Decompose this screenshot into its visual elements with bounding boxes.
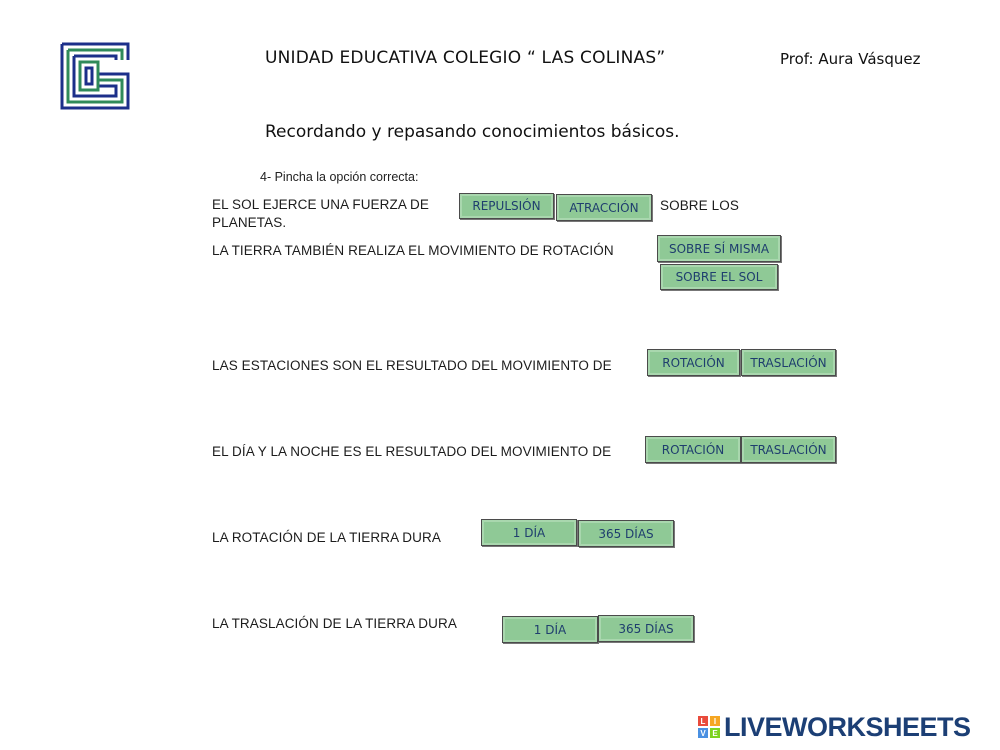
q5-option-365-dias-button[interactable]: 365 DÍAS bbox=[578, 520, 674, 547]
teacher-name: Prof: Aura Vásquez bbox=[780, 50, 921, 68]
q1-option-atraccion-button[interactable]: ATRACCIÓN bbox=[556, 194, 652, 221]
instruction-text: 4- Pincha la opción correcta: bbox=[260, 170, 419, 184]
q4-option-traslacion-button[interactable]: TRASLACIÓN bbox=[741, 436, 836, 463]
liveworksheets-logo-icon: L I V E bbox=[698, 716, 720, 740]
school-name: UNIDAD EDUCATIVA COLEGIO “ LAS COLINAS” bbox=[265, 48, 666, 68]
liveworksheets-brand: LIVEWORKSHEETS bbox=[724, 712, 971, 742]
question-1-text-line2: PLANETAS. bbox=[212, 215, 287, 230]
question-4-text: EL DÍA Y LA NOCHE ES EL RESULTADO DEL MOVIMIENTO DE bbox=[212, 444, 612, 459]
question-1-text-after: SOBRE LOS bbox=[660, 198, 739, 213]
question-1-text: EL SOL EJERCE UNA FUERZA DE bbox=[212, 197, 430, 212]
q5-option-1-dia-button[interactable]: 1 DÍA bbox=[481, 519, 577, 546]
q6-option-1-dia-button[interactable]: 1 DÍA bbox=[502, 616, 598, 643]
q3-option-traslacion-button[interactable]: TRASLACIÓN bbox=[741, 349, 836, 376]
q4-option-rotacion-button[interactable]: ROTACIÓN bbox=[645, 436, 741, 463]
q2-option-sobre-si-misma-button[interactable]: SOBRE SÍ MISMA bbox=[657, 235, 781, 262]
q3-option-rotacion-button[interactable]: ROTACIÓN bbox=[647, 349, 740, 376]
q2-option-sobre-el-sol-button[interactable]: SOBRE EL SOL bbox=[660, 264, 778, 290]
school-logo-icon bbox=[58, 40, 132, 112]
question-5-text: LA ROTACIÓN DE LA TIERRA DURA bbox=[212, 530, 441, 545]
question-6-text: LA TRASLACIÓN DE LA TIERRA DURA bbox=[212, 616, 457, 631]
page-subtitle: Recordando y repasando conocimientos básicos. bbox=[265, 122, 680, 142]
question-3-text: LAS ESTACIONES SON EL RESULTADO DEL MOVIMIENTO DE bbox=[212, 358, 612, 373]
q6-option-365-dias-button[interactable]: 365 DÍAS bbox=[598, 615, 694, 642]
q1-option-repulsion-button[interactable]: REPULSIÓN bbox=[459, 193, 554, 219]
question-2-text: LA TIERRA TAMBIÉN REALIZA EL MOVIMIENTO DE ROTACIÓN bbox=[212, 243, 614, 258]
